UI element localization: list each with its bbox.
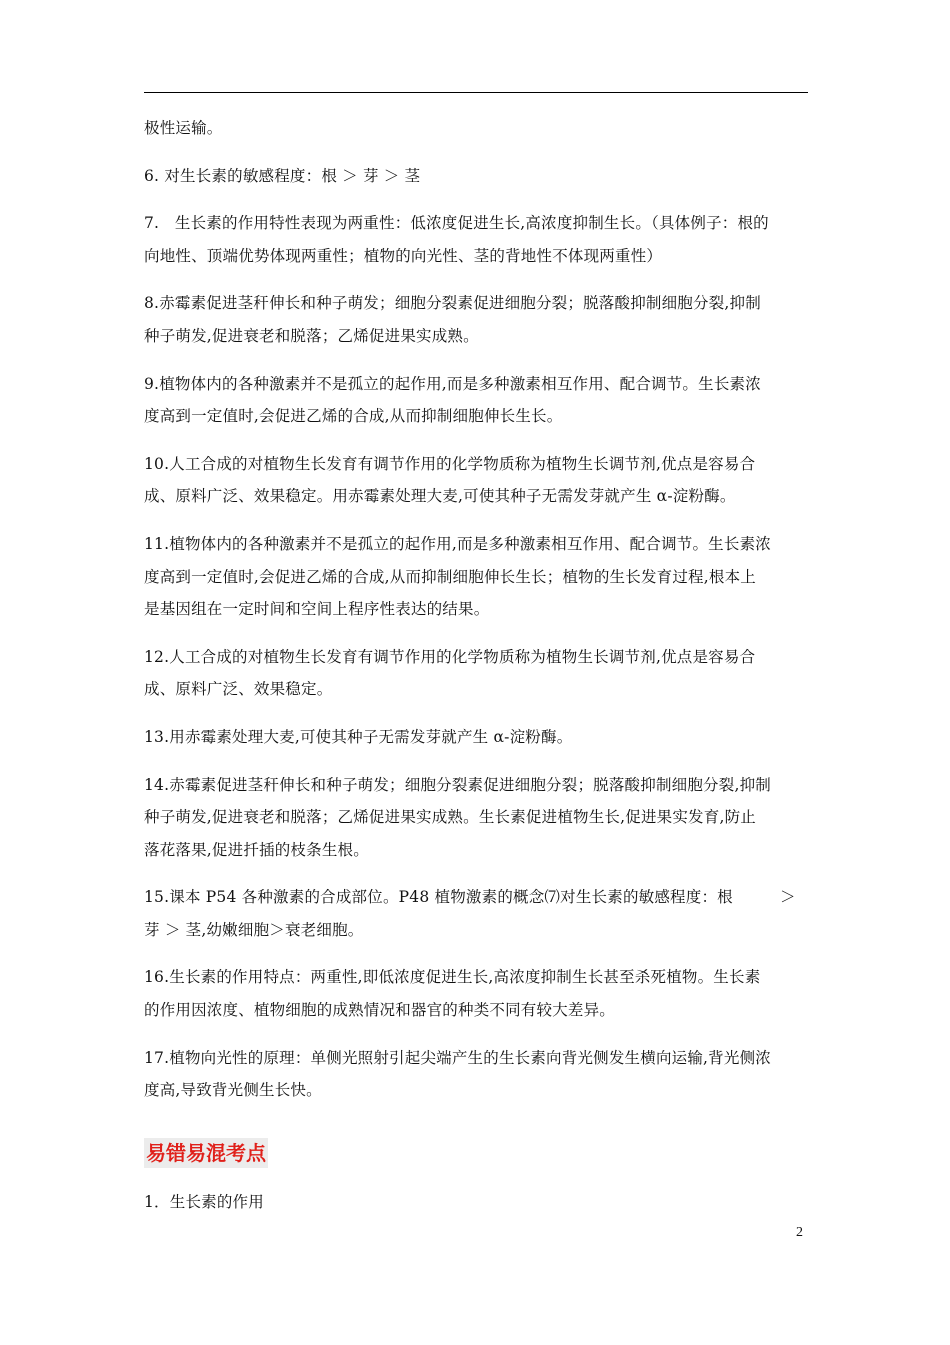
text-line: 落花落果,促进扦插的枝条生根。 [144,840,369,859]
text-line: 度高到一定值时,会促进乙烯的合成,从而抑制细胞伸长生长。 [144,407,563,426]
paragraph [144,961,808,1026]
paragraph [144,721,808,754]
text-line: 9.植物体内的各种激素并不是孤立的起作用,而是多种激素相互作用、配合调节。生长素浓 [144,374,761,393]
paragraph [144,112,808,145]
text-line: 10.人工合成的对植物生长发育有调节作用的化学物质称为植物生长调节剂,优点是容易合 [144,454,756,473]
body-text [144,112,808,1233]
paragraph [144,1042,808,1107]
text-line: 芽 ＞ 茎,幼嫩细胞＞衰老细胞。 [144,920,364,939]
subheading: 1．生长素的作用 [144,1192,264,1211]
text-line: 是基因组在一定时间和空间上程序性表达的结果。 [144,600,490,619]
paragraph [144,448,808,513]
text-line: 成、原料广泛、效果稳定。 [144,680,333,699]
text-line: 度高到一定值时,会促进乙烯的合成,从而抑制细胞伸长生长；植物的生长发育过程,根本上 [144,567,756,586]
text-line: 向地性、顶端优势体现两重性；植物的向光性、茎的背地性不体现两重性） [144,246,663,265]
section-heading: 易错易混考点 [144,1138,268,1168]
text-line: 17.植物向光性的原理：单侧光照射引起尖端产生的生长素向背光侧发生横向运输,背光侧浓 [144,1048,771,1067]
paragraph [144,881,808,946]
page-number: 2 [796,1225,803,1240]
text-line: 6. 对生长素的敏感程度：根 ＞ 芽 ＞ 茎 [144,166,421,185]
text-line: 种子萌发,促进衰老和脱落；乙烯促进果实成熟。 [144,326,479,345]
text-line: 8.赤霉素促进茎秆伸长和种子萌发；细胞分裂素促进细胞分裂；脱落酸抑制细胞分裂,抑制 [144,294,761,313]
paragraph [144,641,808,706]
text-line: 度高,导致背光侧生长快。 [144,1081,322,1100]
paragraph [144,207,808,272]
paragraph [144,287,808,352]
text-line: 7. 生长素的作用特性表现为两重性：低浓度促进生长,高浓度抑制生长。（具体例子：根的 [144,214,769,233]
text-line: 12.人工合成的对植物生长发育有调节作用的化学物质称为植物生长调节剂,优点是容易合 [144,647,756,666]
paragraph [144,528,808,626]
text-line: 13.用赤霉素处理大麦,可使其种子无需发芽就产生 α-淀粉酶。 [144,727,573,746]
paragraph [144,368,808,433]
paragraph [144,769,808,867]
header-rule [144,92,808,93]
text-line: 极性运输。 [144,119,223,137]
text-line: 11.植物体内的各种激素并不是孤立的起作用,而是多种激素相互作用、配合调节。生长素浓 [144,534,771,553]
text-line: 成、原料广泛、效果稳定。用赤霉素处理大麦,可使其种子无需发芽就产生 α-淀粉酶。 [144,487,736,506]
text-line: 的作用因浓度、植物细胞的成熟情况和器官的种类不同有较大差异。 [144,1001,616,1020]
text-line: 16.生长素的作用特点：两重性,即低浓度促进生长,高浓度抑制生长甚至杀死植物。生长素 [144,968,761,987]
paragraph [144,160,808,193]
text-line: 15.课本 P54 各种激素的合成部位。P48 植物激素的概念⑺对生长素的敏感程度：根 ＞ [144,888,796,907]
text-line: 14.赤霉素促进茎秆伸长和种子萌发；细胞分裂素促进细胞分裂；脱落酸抑制细胞分裂,抑制 [144,775,771,794]
text-line: 种子萌发,促进衰老和脱落；乙烯促进果实成熟。生长素促进植物生长,促进果实发育,防止 [144,808,756,827]
